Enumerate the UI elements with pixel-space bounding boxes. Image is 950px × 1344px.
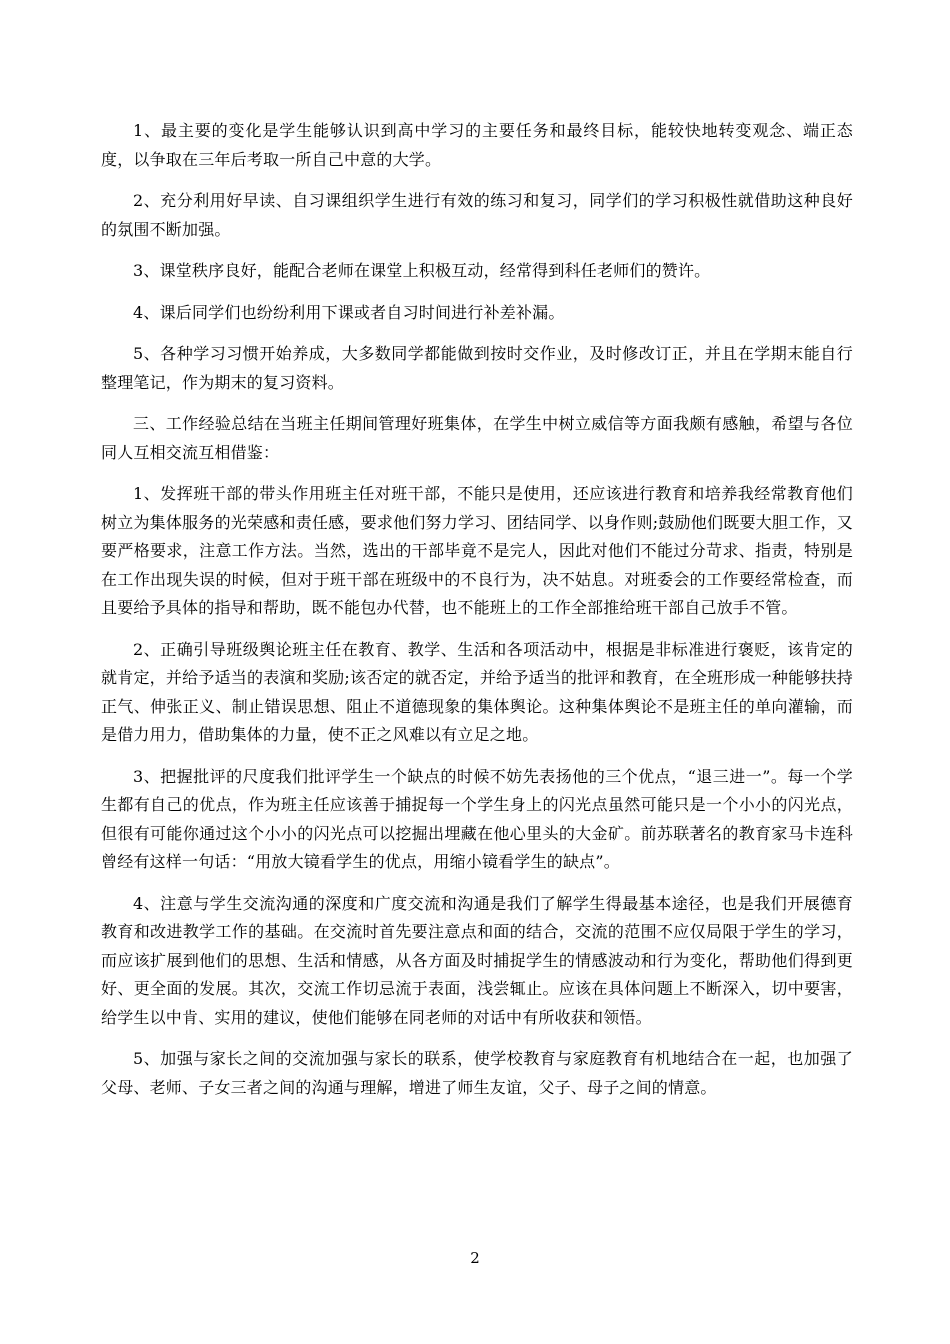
paragraph-achievement-1: 1、最主要的变化是学生能够认识到高中学习的主要任务和最终目标，能较快地转变观念、端正态度，以争取在三年后考取一所自己中意的大学。 [101,121,853,169]
paragraph-experience-4: 4、注意与学生交流沟通的深度和广度交流和沟通是我们了解学生得最基本途径，也是我们开展德育教育和改进教学工作的基础。在交流时首先要注意点和面的结合，交流的范围不应仅局限于学生的学习，而应该扩展到他们的思想、生活和情感，从各方面及时捕捉学生的情感波动和行为变化，帮助他们得到更好、更全面的发展。其次，交流工作切忌流于表面，浅尝辄止。应该在具体问题上不断深入，切中要害，给学生以中肯、实用的建议，使他们能够在同老师的对话中有所收获和领悟。 [101,893,853,1027]
paragraph-experience-2: 2、正确引导班级舆论班主任在教育、教学、生活和各项活动中，根据是非标准进行褒贬，该肯定的就肯定，并给予适当的表演和奖励;该否定的就否定，并给予适当的批评和教育，在全班形成一种能够扶持正气、伸张正义、制止错误思想、阻止不道德现象的集体舆论。这种集体舆论不是班主任的单向灌输，而是借力用力，借助集体的力量，使不正之风难以有立足之地。 [101,639,853,744]
paragraph-achievement-3: 3、课堂秩序良好，能配合老师在课堂上积极互动，经常得到科任老师们的赞许。 [133,261,711,280]
paragraph-achievement-5: 5、各种学习习惯开始养成，大多数同学都能做到按时交作业，及时修改订正，并且在学期末能自行整理笔记，作为期末的复习资料。 [101,344,853,392]
document-body [101,117,853,1115]
paragraph-achievement-2: 2、充分利用好早读、自习课组织学生进行有效的练习和复习，同学们的学习积极性就借助这种良好的氛围不断加强。 [101,191,853,239]
paragraph-experience-3: 3、把握批评的尺度我们批评学生一个缺点的时候不妨先表扬他的三个优点，“退三进一”。每一个学生都有自己的优点，作为班主任应该善于捕捉每一个学生身上的闪光点虽然可能只是一个小小的闪光点，但很有可能你通过这个小小的闪光点可以挖掘出埋藏在他心里头的大金矿。前苏联著名的教育家马卡连科曾经有这样一句话：“用放大镜看学生的优点，用缩小镜看学生的缺点”。 [101,766,853,871]
paragraph-achievement-4: 4、课后同学们也纷纷利用下课或者自习时间进行补差补漏。 [133,302,565,322]
page-number: 2 [470,1249,480,1267]
paragraph-experience-5: 5、加强与家长之间的交流加强与家长的联系，使学校教育与家庭教育有机地结合在一起，也加强了父母、老师、子女三者之间的沟通与理解，增进了师生友谊，父子、母子之间的情意。 [101,1049,853,1097]
paragraph-experience-1: 1、发挥班干部的带头作用班主任对班干部，不能只是使用，还应该进行教育和培养我经常教育他们树立为集体服务的光荣感和责任感，要求他们努力学习、团结同学、以身作则;鼓励他们既要大胆工作，又要严格要求，注意工作方法。当然，选出的干部毕竟不是完人，因此对他们不能过分苛求、指责，特别是在工作出现失误的时候，但对于班干部在班级中的不良行为，决不姑息。对班委会的工作要经常检查，而且要给予具体的指导和帮助，既不能包办代替，也不能班上的工作全部推给班干部自己放手不管。 [101,484,853,617]
section-heading-experience: 三、工作经验总结在当班主任期间管理好班集体，在学生中树立威信等方面我颇有感触，希望与各位同人互相交流互相借鉴： [101,414,853,462]
